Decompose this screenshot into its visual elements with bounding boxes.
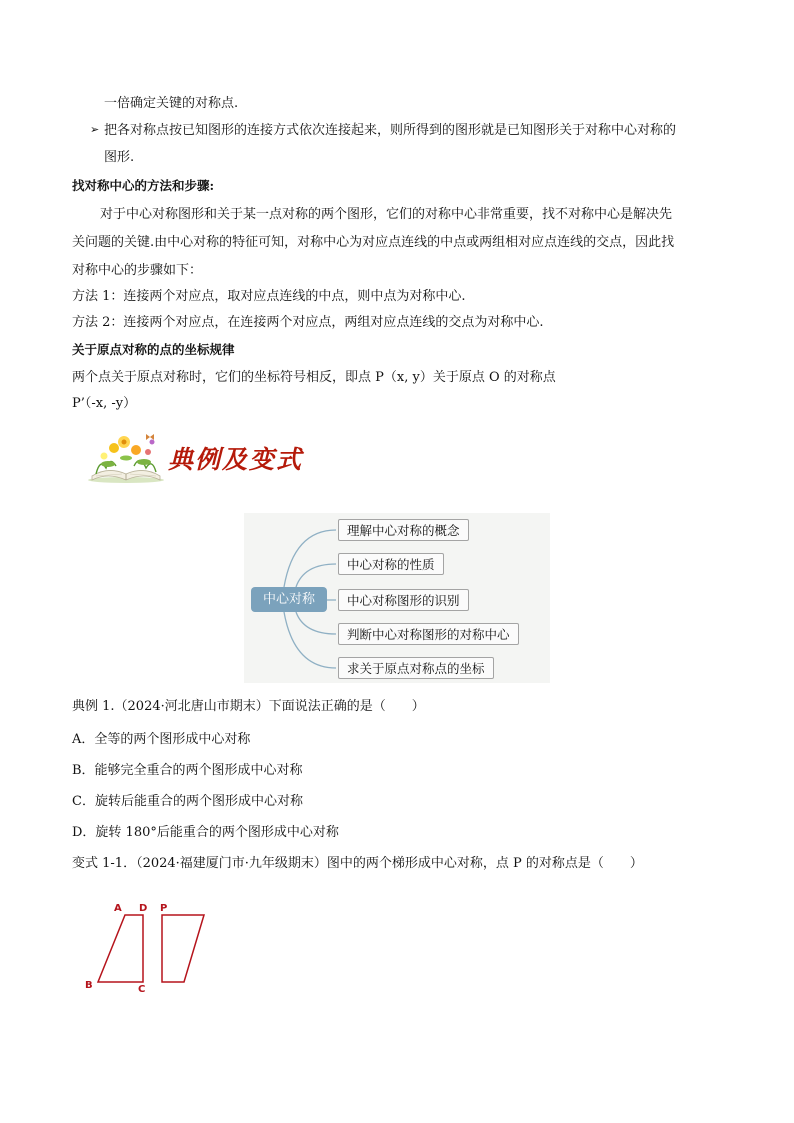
mind-map-branch-properties: 中心对称的性质	[338, 553, 444, 575]
banner-title: 典例及变式	[168, 445, 304, 474]
label-p: P	[160, 903, 168, 914]
intro-line-1: 一倍确定关键的对称点.	[104, 96, 239, 111]
intro-line-2: 把各对称点按已知图形的连接方式依次连接起来，则所得到的图形就是已知图形关于对称中心对称的	[104, 123, 677, 138]
label-b: B	[85, 980, 93, 991]
trapezoid-figure	[80, 898, 220, 998]
example-banner	[86, 428, 326, 484]
trapezoid-diagram	[80, 898, 220, 998]
mind-map-center-node: 中心对称	[251, 587, 327, 612]
label-d: D	[139, 903, 148, 914]
find-center-para-2: 关问题的关键.由中心对称的特征可知，对称中心为对应点连线的中点或两组相对应点连线的交点，因此找	[72, 235, 675, 250]
trapezoid-left	[98, 915, 143, 982]
origin-rule-line-2: P’（-x, -y）	[72, 396, 137, 411]
mind-map-branch-identify: 中心对称图形的识别	[338, 589, 469, 611]
method-2: 方法 2：连接两个对应点，在连接两个对应点，两组对应点连线的交点为对称中心.	[72, 315, 544, 330]
example-1-option-b: B．能够完全重合的两个图形成中心对称	[72, 763, 303, 778]
mind-map-branch-concept: 理解中心对称的概念	[338, 519, 469, 541]
find-center-heading: 找对称中心的方法和步骤:	[72, 178, 215, 193]
example-1-option-d: D．旋转 180°后能重合的两个图形成中心对称	[72, 825, 339, 840]
example-1-option-a: A．全等的两个图形成中心对称	[72, 732, 251, 747]
origin-rule-heading: 关于原点对称的点的坐标规律	[72, 342, 235, 357]
mind-map-branch-find-center: 判断中心对称图形的对称中心	[338, 623, 519, 645]
variant-1-1-question: 变式 1-1．（2024·福建厦门市·九年级期末）图中的两个梯形成中心对称，点 P 的对称点是（ ）	[72, 856, 643, 871]
find-center-para-3: 对称中心的步骤如下：	[72, 263, 203, 278]
method-1: 方法 1：连接两个对应点，取对应点连线的中点，则中点为对称中心.	[72, 289, 466, 304]
mind-map	[244, 513, 550, 683]
open-book-flowers-icon	[86, 428, 166, 484]
intro-line-3: 图形.	[104, 150, 135, 165]
bullet-arrow-icon: ➢	[90, 123, 100, 136]
label-c: C	[138, 984, 146, 995]
example-1-option-c: C．旋转后能重合的两个图形成中心对称	[72, 794, 303, 809]
example-1-question: 典例 1.（2024·河北唐山市期末）下面说法正确的是（ ）	[72, 699, 425, 714]
origin-rule-line-1: 两个点关于原点对称时，它们的坐标符号相反，即点 P（x, y）关于原点 O 的对称点	[72, 370, 556, 385]
trapezoid-right	[162, 915, 204, 982]
label-a: A	[114, 903, 122, 914]
find-center-para-1: 对于中心对称图形和关于某一点对称的两个图形，它们的对称中心非常重要，找不对称中心是解决先	[100, 207, 673, 222]
mind-map-branch-origin-coords: 求关于原点对称点的坐标	[338, 657, 494, 679]
